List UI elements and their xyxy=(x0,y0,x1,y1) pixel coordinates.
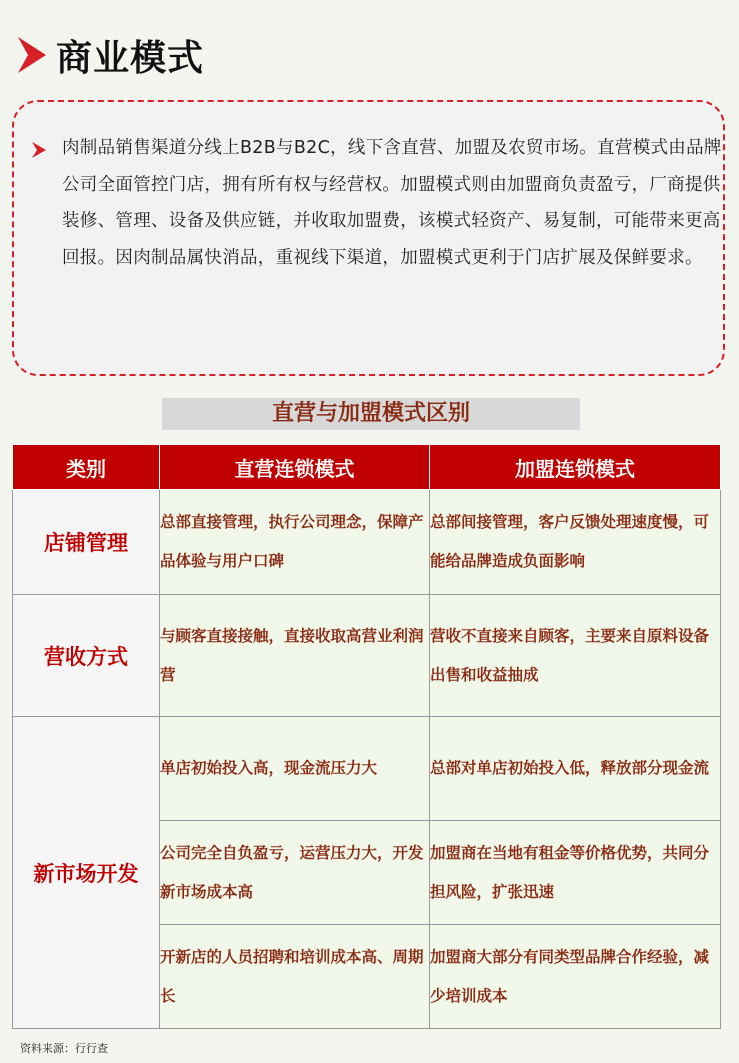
franchise-cell: 加盟商大部分有同类型品牌合作经验，减少培训成本 xyxy=(430,925,721,1029)
table-row xyxy=(13,717,721,821)
summary-box xyxy=(12,100,725,376)
direct-cell: 公司完全自负盈亏，运营压力大，开发新市场成本高 xyxy=(160,821,430,925)
row-category: 新市场开发 xyxy=(13,717,160,1029)
row-category: 店铺管理 xyxy=(13,490,160,595)
direct-cell: 单店初始投入高，现金流压力大 xyxy=(160,717,430,821)
header-category: 类别 xyxy=(13,445,160,490)
direct-cell: 开新店的人员招聘和培训成本高、周期长 xyxy=(160,925,430,1029)
source-note: 资料来源：行行查 xyxy=(20,1042,108,1055)
franchise-cell: 总部对单店初始投入低，释放部分现金流 xyxy=(430,717,721,821)
row-category: 营收方式 xyxy=(13,595,160,717)
table-header-row xyxy=(13,445,721,490)
table-row xyxy=(13,595,721,717)
header-direct: 直营连锁模式 xyxy=(160,445,430,490)
bullet-chevron-icon xyxy=(32,142,46,158)
page-title: 商业模式 xyxy=(56,37,205,79)
direct-cell: 与顾客直接接触，直接收取高营业利润营 xyxy=(160,595,430,717)
section-header xyxy=(18,30,204,80)
comparison-table xyxy=(12,444,721,1029)
franchise-cell: 加盟商在当地有租金等价格优势，共同分担风险，扩张迅速 xyxy=(430,821,721,925)
direct-cell: 总部直接管理，执行公司理念，保障产品体验与用户口碑 xyxy=(160,490,430,595)
summary-text: 肉制品销售渠道分线上B2B与B2C，线下含直营、加盟及农贸市场。直营模式由品牌公司全面管控门店，拥有所有权与经营权。加盟模式则由加盟商负责盈亏，厂商提供装修、管理、设备及供应链，并收取加盟费，该模式轻资产、易复制，可能带来更高回报。因肉制品属快消品，重视线下渠道，加盟模式更利于门店扩展及保鲜要求。 xyxy=(62,138,722,268)
table-title: 直营与加盟模式区别 xyxy=(162,398,580,430)
table-row xyxy=(13,490,721,595)
franchise-cell: 总部间接管理，客户反馈处理速度慢，可能给品牌造成负面影响 xyxy=(430,490,721,595)
header-franchise: 加盟连锁模式 xyxy=(430,445,721,490)
chevron-right-icon xyxy=(18,37,46,73)
franchise-cell: 营收不直接来自顾客，主要来自原料设备出售和收益抽成 xyxy=(430,595,721,717)
